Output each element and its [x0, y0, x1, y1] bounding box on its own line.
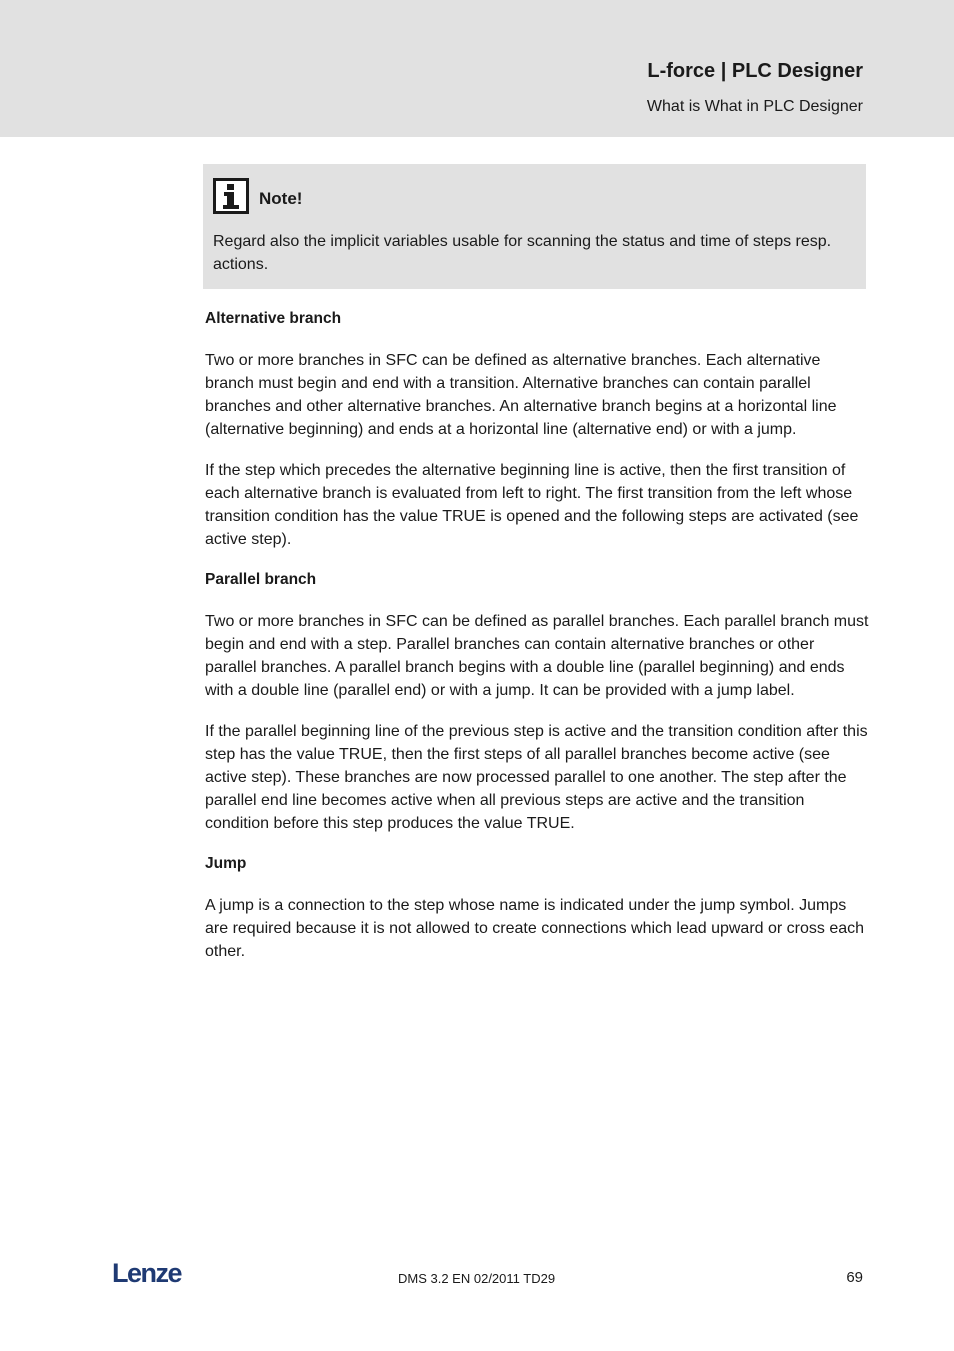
- paragraph: Two or more branches in SFC can be defined as alternative branches. Each alternative branch must begin and end with a transition. Alternative branches can contain parallel branches and other alternative branches. An alternative branch begins at a horizontal line (alternative beginning) and ends at a horizontal line (alternative end) or with a jump.: [205, 352, 837, 438]
- page-number: 69: [846, 1269, 863, 1286]
- section-heading-jump: Jump: [205, 855, 247, 872]
- document-title: L-force | PLC Designer: [647, 60, 863, 82]
- paragraph: Two or more branches in SFC can be defined as parallel branches. Each parallel branch must begin and end with a step. Parallel branches can contain alternative branches or other parallel branches. A parallel branch begins with a double line (parallel beginning) and ends with a double line (parallel end) or with a jump. It can be provided with a jump label.: [205, 613, 869, 699]
- note-text: Regard also the implicit variables usable for scanning the status and time of steps resp. actions.: [213, 233, 832, 273]
- note-title: Note!: [259, 189, 303, 208]
- info-icon: [213, 178, 249, 214]
- section-heading-parallel-branch: Parallel branch: [205, 571, 317, 588]
- section-heading-alternative-branch: Alternative branch: [205, 310, 342, 327]
- document-id: DMS 3.2 EN 02/2011 TD29: [398, 1271, 556, 1286]
- paragraph: If the step which precedes the alternative beginning line is active, then the first transition of each alternative branch is evaluated from left to right. The first transition from the left whose transition condition has the value TRUE is opened and the following steps are activated (see active step).: [205, 462, 859, 548]
- chapter-subtitle: What is What in PLC Designer: [646, 98, 863, 115]
- paragraph: If the parallel beginning line of the previous step is active and the transition condition after this step has the value TRUE, then the first steps of all parallel branches become active (see active step). These branches are now processed parallel to one another. The step after the parallel end line becomes active when all previous steps are active and the transition condition before this step produces the value TRUE.: [205, 723, 868, 832]
- note-box: [203, 164, 866, 289]
- main-content: [205, 308, 869, 963]
- paragraph: A jump is a connection to the step whose name is indicated under the jump symbol. Jumps are required because it is not allowed to create connections which lead upward or cross each other.: [205, 897, 865, 960]
- svg-text:Lenze: Lenze: [112, 1258, 182, 1286]
- page-header: [0, 0, 954, 137]
- lenze-logo: [112, 1258, 192, 1286]
